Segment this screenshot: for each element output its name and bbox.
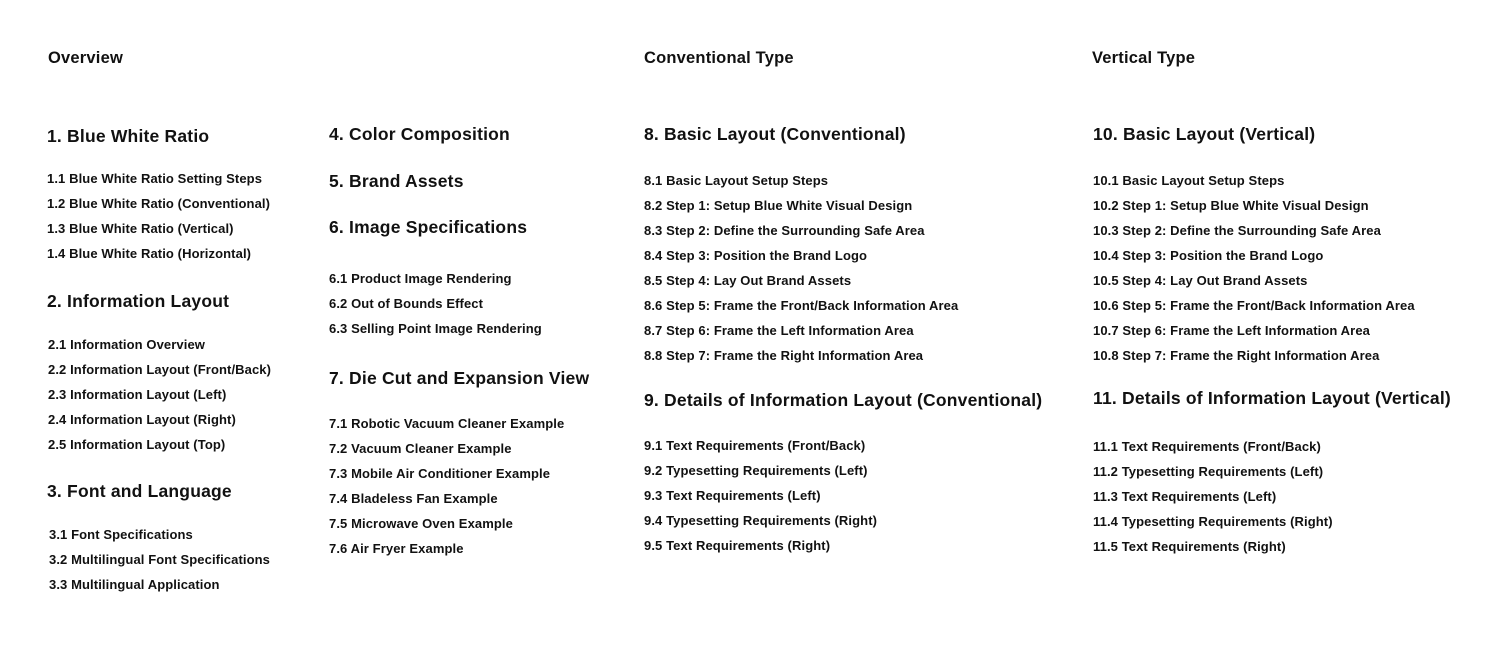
toc-item-10-7[interactable]: 10.7 Step 6: Frame the Left Information Area [1093,323,1370,338]
toc-item-10-5[interactable]: 10.5 Step 4: Lay Out Brand Assets [1093,273,1308,288]
toc-item-10-2[interactable]: 10.2 Step 1: Setup Blue White Visual Design [1093,198,1369,213]
toc-item-2-3[interactable]: 2.3 Information Layout (Left) [48,387,227,402]
toc-item-9-3[interactable]: 9.3 Text Requirements (Left) [644,488,821,503]
toc-item-7-4[interactable]: 7.4 Bladeless Fan Example [329,491,498,506]
toc-item-3-1[interactable]: 3.1 Font Specifications [49,527,193,542]
toc-item-11-2[interactable]: 11.2 Typesetting Requirements (Left) [1093,464,1324,479]
toc-item-11-4[interactable]: 11.4 Typesetting Requirements (Right) [1093,514,1333,529]
toc-item-2-2[interactable]: 2.2 Information Layout (Front/Back) [48,362,272,377]
section-10-heading[interactable]: 10. Basic Layout (Vertical) [1093,124,1316,144]
toc-item-3-3[interactable]: 3.3 Multilingual Application [49,577,220,592]
section-7-heading[interactable]: 7. Die Cut and Expansion View [329,368,590,388]
toc-item-6-3[interactable]: 6.3 Selling Point Image Rendering [329,321,542,336]
toc-item-8-4[interactable]: 8.4 Step 3: Position the Brand Logo [644,248,868,263]
section-3-heading[interactable]: 3. Font and Language [47,481,232,501]
toc-item-1-3[interactable]: 1.3 Blue White Ratio (Vertical) [47,221,234,236]
overview-title: Overview [48,49,123,67]
section-8-heading[interactable]: 8. Basic Layout (Conventional) [644,124,906,144]
toc-item-8-7[interactable]: 8.7 Step 6: Frame the Left Information Area [644,323,914,338]
toc-item-6-1[interactable]: 6.1 Product Image Rendering [329,271,512,286]
toc-item-3-2[interactable]: 3.2 Multilingual Font Specifications [49,552,271,567]
toc-item-10-3[interactable]: 10.3 Step 2: Define the Surrounding Safe Area [1093,223,1381,238]
toc-item-2-1[interactable]: 2.1 Information Overview [48,337,206,352]
section-4-heading[interactable]: 4. Color Composition [329,124,510,144]
toc-item-8-6[interactable]: 8.6 Step 5: Frame the Front/Back Information Area [644,298,959,313]
section-9-heading[interactable]: 9. Details of Information Layout (Conventional) [644,390,1043,410]
toc-item-2-5[interactable]: 2.5 Information Layout (Top) [48,437,226,452]
section-5-heading[interactable]: 5. Brand Assets [329,171,464,191]
section-2-heading[interactable]: 2. Information Layout [47,291,230,311]
toc-item-7-6[interactable]: 7.6 Air Fryer Example [329,541,464,556]
toc-item-8-2[interactable]: 8.2 Step 1: Setup Blue White Visual Design [644,198,913,213]
vertical-type-title: Vertical Type [1092,49,1196,67]
conventional-type-title: Conventional Type [644,49,794,67]
toc-item-8-1[interactable]: 8.1 Basic Layout Setup Steps [644,173,829,188]
toc-item-7-5[interactable]: 7.5 Microwave Oven Example [329,516,513,531]
toc-item-9-1[interactable]: 9.1 Text Requirements (Front/Back) [644,438,866,453]
toc-item-6-2[interactable]: 6.2 Out of Bounds Effect [329,296,484,311]
toc-item-8-3[interactable]: 8.3 Step 2: Define the Surrounding Safe Area [644,223,925,238]
toc-item-10-4[interactable]: 10.4 Step 3: Position the Brand Logo [1093,248,1324,263]
toc-item-11-3[interactable]: 11.3 Text Requirements (Left) [1093,489,1277,504]
toc-item-11-1[interactable]: 11.1 Text Requirements (Front/Back) [1093,439,1321,454]
section-11-heading[interactable]: 11. Details of Information Layout (Vertical) [1093,388,1451,408]
section-1-heading[interactable]: 1. Blue White Ratio [47,126,210,146]
toc-item-1-1[interactable]: 1.1 Blue White Ratio Setting Steps [47,171,263,186]
toc-item-9-4[interactable]: 9.4 Typesetting Requirements (Right) [644,513,878,528]
toc-item-9-2[interactable]: 9.2 Typesetting Requirements (Left) [644,463,868,478]
toc-item-8-8[interactable]: 8.8 Step 7: Frame the Right Information Area [644,348,924,363]
toc-item-7-1[interactable]: 7.1 Robotic Vacuum Cleaner Example [329,416,565,431]
toc-item-10-1[interactable]: 10.1 Basic Layout Setup Steps [1093,173,1285,188]
toc-item-10-6[interactable]: 10.6 Step 5: Frame the Front/Back Information Area [1093,298,1415,313]
toc-item-10-8[interactable]: 10.8 Step 7: Frame the Right Information Area [1093,348,1380,363]
toc-item-7-3[interactable]: 7.3 Mobile Air Conditioner Example [329,466,551,481]
toc-item-11-5[interactable]: 11.5 Text Requirements (Right) [1093,539,1286,554]
toc-item-2-4[interactable]: 2.4 Information Layout (Right) [48,412,236,427]
toc-item-7-2[interactable]: 7.2 Vacuum Cleaner Example [329,441,512,456]
section-6-heading[interactable]: 6. Image Specifications [329,217,528,237]
toc-item-9-5[interactable]: 9.5 Text Requirements (Right) [644,538,831,553]
toc-item-1-4[interactable]: 1.4 Blue White Ratio (Horizontal) [47,246,252,261]
toc-item-8-5[interactable]: 8.5 Step 4: Lay Out Brand Assets [644,273,852,288]
toc-item-1-2[interactable]: 1.2 Blue White Ratio (Conventional) [47,196,271,211]
